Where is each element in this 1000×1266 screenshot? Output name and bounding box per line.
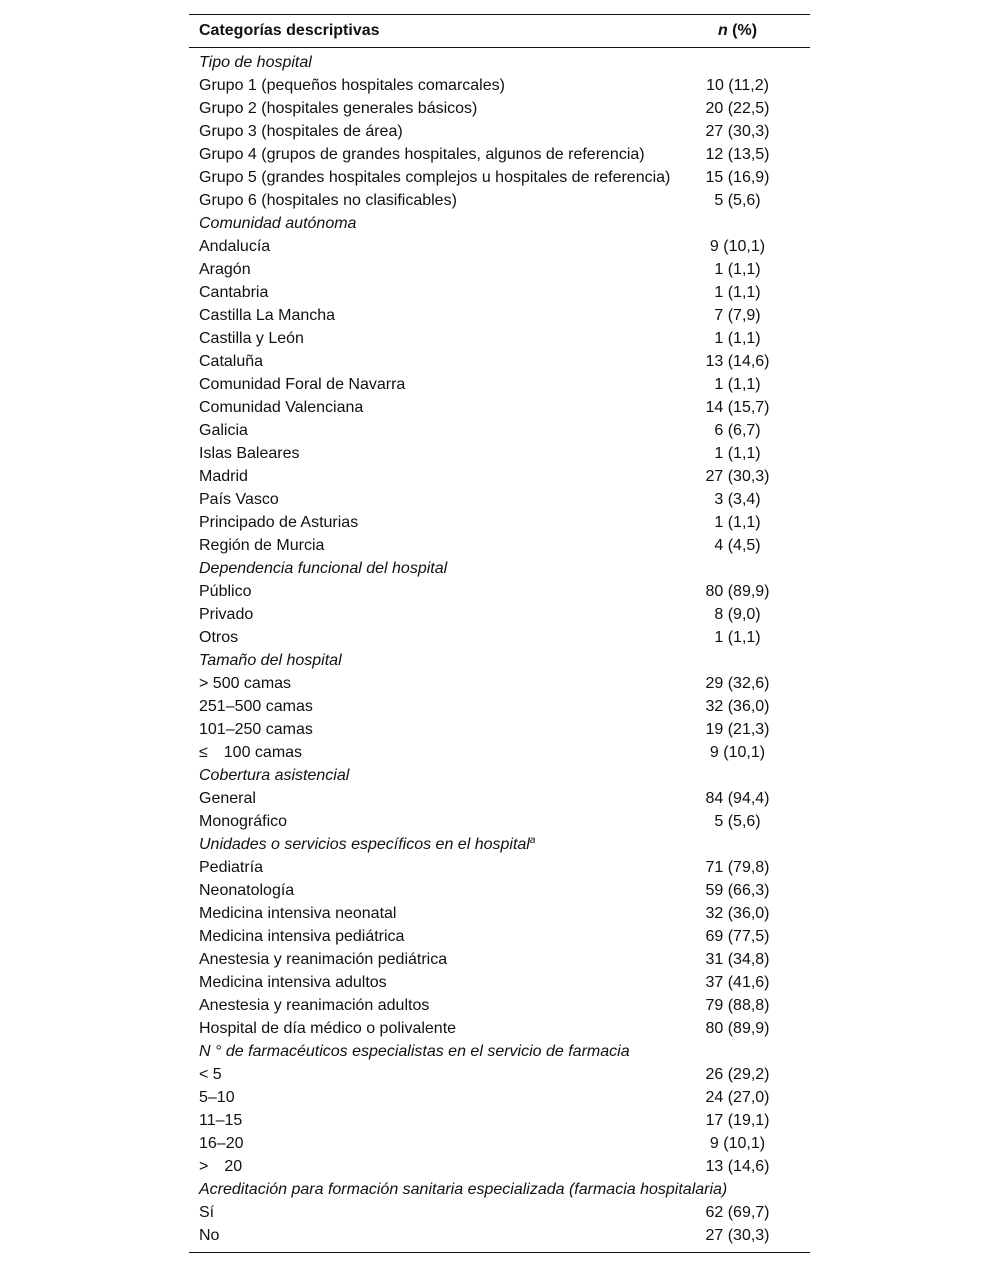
table-row xyxy=(189,465,810,488)
category-label: Grupo 2 (hospitales generales básicos) xyxy=(199,100,478,117)
category-cell xyxy=(189,603,690,626)
table-row xyxy=(189,741,810,764)
category-cell xyxy=(189,304,690,327)
table-bottom-rule xyxy=(189,1252,810,1253)
category-label: 16–20 xyxy=(199,1135,244,1152)
header-n-percent xyxy=(690,22,810,40)
section-label-cell xyxy=(189,212,690,235)
table-row xyxy=(189,488,810,511)
value-cell: 71 (79,8) xyxy=(705,859,770,876)
category-label: Monográfico xyxy=(199,813,288,830)
value-cell: 6 (6,7) xyxy=(714,422,761,439)
table-body xyxy=(189,48,810,1247)
category-label: Andalucía xyxy=(199,238,271,255)
category-cell xyxy=(189,948,690,971)
value-cell: 27 (30,3) xyxy=(705,1227,770,1244)
category-label: Grupo 3 (hospitales de área) xyxy=(199,123,403,140)
value-cell: 80 (89,9) xyxy=(705,1020,770,1037)
category-cell xyxy=(189,810,690,833)
value-cell xyxy=(690,557,810,580)
section-label: Tamaño del hospital xyxy=(199,652,342,669)
value-cell: 9 (10,1) xyxy=(709,238,766,255)
value-cell: 1 (1,1) xyxy=(714,514,761,531)
category-cell xyxy=(189,695,690,718)
category-label: Hospital de día médico o polivalente xyxy=(199,1020,457,1037)
value-cell: 9 (10,1) xyxy=(709,1135,766,1152)
value-cell: 19 (21,3) xyxy=(705,721,770,738)
category-label: Aragón xyxy=(199,261,251,278)
category-cell xyxy=(189,1109,690,1132)
category-cell xyxy=(189,1063,690,1086)
category-cell xyxy=(189,856,690,879)
category-label: Privado xyxy=(199,606,254,623)
category-cell xyxy=(189,120,690,143)
value-cell: 3 (3,4) xyxy=(714,491,761,508)
category-cell xyxy=(189,442,690,465)
value-cell: 1 (1,1) xyxy=(714,629,761,646)
value-cell xyxy=(690,1040,810,1063)
category-cell xyxy=(189,879,690,902)
category-label: Neonatología xyxy=(199,882,295,899)
section-row xyxy=(189,1178,810,1201)
category-cell xyxy=(189,396,690,419)
category-cell xyxy=(189,741,690,764)
category-cell xyxy=(189,626,690,649)
category-label: Castilla La Mancha xyxy=(199,307,336,324)
table-row xyxy=(189,373,810,396)
category-label: Cataluña xyxy=(199,353,264,370)
category-label: Principado de Asturias xyxy=(199,514,359,531)
category-label: No xyxy=(199,1227,220,1244)
value-cell: 80 (89,9) xyxy=(705,583,770,600)
value-cell: 1 (1,1) xyxy=(714,445,761,462)
value-cell: 9 (10,1) xyxy=(709,744,766,761)
table-row xyxy=(189,304,810,327)
section-row xyxy=(189,649,810,672)
value-cell: 84 (94,4) xyxy=(705,790,770,807)
table-row xyxy=(189,948,810,971)
section-row xyxy=(189,51,810,74)
category-label: Grupo 6 (hospitales no clasificables) xyxy=(199,192,457,209)
category-label: Comunidad Valenciana xyxy=(199,399,364,416)
category-cell xyxy=(189,718,690,741)
value-cell: 20 (22,5) xyxy=(705,100,770,117)
category-label: Grupo 1 (pequeños hospitales comarcales) xyxy=(199,77,505,94)
section-label: Unidades o servicios específicos en el hospital xyxy=(199,836,530,853)
header-n: n xyxy=(717,22,728,39)
table-row xyxy=(189,1132,810,1155)
category-cell xyxy=(189,419,690,442)
value-cell: 10 (11,2) xyxy=(706,77,769,94)
section-label: Cobertura asistencial xyxy=(199,767,350,784)
category-cell xyxy=(189,580,690,603)
value-cell: 8 (9,0) xyxy=(714,606,761,623)
value-cell xyxy=(690,764,810,787)
category-cell xyxy=(189,672,690,695)
table-row xyxy=(189,787,810,810)
table-row xyxy=(189,856,810,879)
value-cell xyxy=(690,212,810,235)
value-cell: 12 (13,5) xyxy=(705,146,770,163)
category-cell xyxy=(189,97,690,120)
table-row xyxy=(189,350,810,373)
section-row xyxy=(189,833,810,856)
value-cell: 79 (88,8) xyxy=(705,997,770,1014)
value-cell: 69 (77,5) xyxy=(705,928,770,945)
table-row xyxy=(189,672,810,695)
section-label: N ° de farmacéuticos especialistas en el servicio de farmacia xyxy=(199,1043,630,1060)
value-cell: 27 (30,3) xyxy=(705,468,770,485)
category-label: Anestesia y reanimación adultos xyxy=(199,997,430,1014)
category-cell xyxy=(189,971,690,994)
category-cell xyxy=(189,373,690,396)
section-row xyxy=(189,212,810,235)
table-row xyxy=(189,971,810,994)
table-row xyxy=(189,1201,810,1224)
category-label: 11–15 xyxy=(199,1112,243,1129)
category-label: Medicina intensiva neonatal xyxy=(199,905,397,922)
table-row xyxy=(189,1063,810,1086)
section-label: Dependencia funcional del hospital xyxy=(199,560,448,577)
table-row xyxy=(189,580,810,603)
section-label: Comunidad autónoma xyxy=(199,215,357,232)
table-row xyxy=(189,97,810,120)
category-cell xyxy=(189,235,690,258)
category-label: General xyxy=(199,790,256,807)
category-label: Grupo 5 (grandes hospitales complejos u hospitales de referencia) xyxy=(199,169,671,186)
value-cell: 1 (1,1) xyxy=(714,376,761,393)
value-cell: 4 (4,5) xyxy=(714,537,761,554)
category-label: Galicia xyxy=(199,422,248,439)
section-label-cell xyxy=(189,1040,690,1063)
value-cell: 1 (1,1) xyxy=(714,330,761,347)
table-row xyxy=(189,120,810,143)
category-label: 251–500 camas xyxy=(199,698,313,715)
category-label: Anestesia y reanimación pediátrica xyxy=(199,951,448,968)
value-cell: 17 (19,1) xyxy=(705,1112,770,1129)
table-row xyxy=(189,235,810,258)
table-header xyxy=(189,15,810,47)
header-percent: (%) xyxy=(727,22,758,39)
value-cell: 27 (30,3) xyxy=(705,123,770,140)
category-cell xyxy=(189,465,690,488)
table-row xyxy=(189,258,810,281)
category-cell xyxy=(189,74,690,97)
table-row xyxy=(189,327,810,350)
category-label: Cantabria xyxy=(199,284,269,301)
category-cell xyxy=(189,350,690,373)
category-label: Pediatría xyxy=(199,859,264,876)
footnote-marker: a xyxy=(529,835,536,846)
section-label-cell xyxy=(189,51,690,74)
category-label: 101–250 camas xyxy=(199,721,313,738)
category-label: ≤ 100 camas xyxy=(199,744,303,761)
value-cell: 37 (41,6) xyxy=(705,974,770,991)
table-row xyxy=(189,74,810,97)
value-cell: 62 (69,7) xyxy=(705,1204,770,1221)
category-label: Castilla y León xyxy=(199,330,304,347)
category-cell xyxy=(189,787,690,810)
table-row xyxy=(189,1155,810,1178)
table-row xyxy=(189,281,810,304)
table-row xyxy=(189,419,810,442)
category-label: Público xyxy=(199,583,252,600)
category-label: Medicina intensiva adultos xyxy=(199,974,387,991)
section-label-cell xyxy=(189,764,690,787)
header-categories: Categorías descriptivas xyxy=(199,22,380,39)
value-cell: 1 (1,1) xyxy=(714,284,761,301)
section-row xyxy=(189,1040,810,1063)
value-cell: 26 (29,2) xyxy=(705,1066,770,1083)
section-label-cell xyxy=(189,557,690,580)
table-row xyxy=(189,534,810,557)
table-row xyxy=(189,1017,810,1040)
value-cell xyxy=(690,833,810,856)
value-cell: 7 (7,9) xyxy=(714,307,761,324)
category-label: Otros xyxy=(199,629,239,646)
category-cell xyxy=(189,258,690,281)
category-cell xyxy=(189,511,690,534)
category-cell xyxy=(189,1155,690,1178)
table-row xyxy=(189,396,810,419)
category-cell xyxy=(189,994,690,1017)
table-row xyxy=(189,1109,810,1132)
section-label: Tipo de hospital xyxy=(199,54,312,71)
category-cell xyxy=(189,1201,690,1224)
section-label: Acreditación para formación sanitaria especializada (farmacia hospitalaria) xyxy=(199,1181,728,1198)
value-cell: 1 (1,1) xyxy=(714,261,761,278)
table-row xyxy=(189,718,810,741)
value-cell xyxy=(690,649,810,672)
category-label: País Vasco xyxy=(199,491,279,508)
value-cell xyxy=(727,1178,810,1201)
category-label: Islas Baleares xyxy=(199,445,300,462)
category-cell xyxy=(189,281,690,304)
category-label: > 20 xyxy=(199,1158,243,1175)
category-cell xyxy=(189,1086,690,1109)
value-cell: 24 (27,0) xyxy=(705,1089,770,1106)
table-row xyxy=(189,810,810,833)
value-cell: 15 (16,9) xyxy=(705,169,770,186)
section-label-cell xyxy=(189,649,690,672)
category-label: Región de Murcia xyxy=(199,537,325,554)
table-row xyxy=(189,1224,810,1247)
value-cell: 32 (36,0) xyxy=(705,905,770,922)
table-row xyxy=(189,511,810,534)
table-row xyxy=(189,626,810,649)
table-row xyxy=(189,902,810,925)
value-cell: 13 (14,6) xyxy=(705,353,770,370)
category-cell xyxy=(189,189,690,212)
category-cell xyxy=(189,902,690,925)
section-label-cell xyxy=(189,1178,727,1201)
value-cell: 29 (32,6) xyxy=(705,675,770,692)
value-cell: 32 (36,0) xyxy=(705,698,770,715)
category-cell xyxy=(189,1017,690,1040)
category-cell xyxy=(189,166,690,189)
category-label: Comunidad Foral de Navarra xyxy=(199,376,406,393)
table-row xyxy=(189,143,810,166)
category-cell xyxy=(189,143,690,166)
category-label: 5–10 xyxy=(199,1089,235,1106)
descriptive-table xyxy=(189,14,810,1253)
table-row xyxy=(189,925,810,948)
value-cell: 14 (15,7) xyxy=(705,399,770,416)
value-cell xyxy=(690,51,810,74)
value-cell: 5 (5,6) xyxy=(714,192,761,209)
table-row xyxy=(189,442,810,465)
table-row xyxy=(189,994,810,1017)
table-row xyxy=(189,189,810,212)
table-row xyxy=(189,695,810,718)
category-cell xyxy=(189,1132,690,1155)
category-cell xyxy=(189,534,690,557)
table-row xyxy=(189,879,810,902)
category-cell xyxy=(189,1224,690,1247)
category-label: Grupo 4 (grupos de grandes hospitales, algunos de referencia) xyxy=(199,146,645,163)
category-label: > 500 camas xyxy=(199,675,292,692)
category-label: < 5 xyxy=(199,1066,222,1083)
category-label: Sí xyxy=(199,1204,215,1221)
value-cell: 5 (5,6) xyxy=(714,813,761,830)
table-row xyxy=(189,166,810,189)
section-row xyxy=(189,764,810,787)
category-label: Madrid xyxy=(199,468,248,485)
value-cell: 31 (34,8) xyxy=(705,951,770,968)
category-cell xyxy=(189,488,690,511)
value-cell: 59 (66,3) xyxy=(705,882,770,899)
category-cell xyxy=(189,925,690,948)
section-label-cell xyxy=(189,833,690,856)
section-row xyxy=(189,557,810,580)
table-row xyxy=(189,603,810,626)
table-row xyxy=(189,1086,810,1109)
category-label: Medicina intensiva pediátrica xyxy=(199,928,405,945)
category-cell xyxy=(189,327,690,350)
value-cell: 13 (14,6) xyxy=(705,1158,770,1175)
